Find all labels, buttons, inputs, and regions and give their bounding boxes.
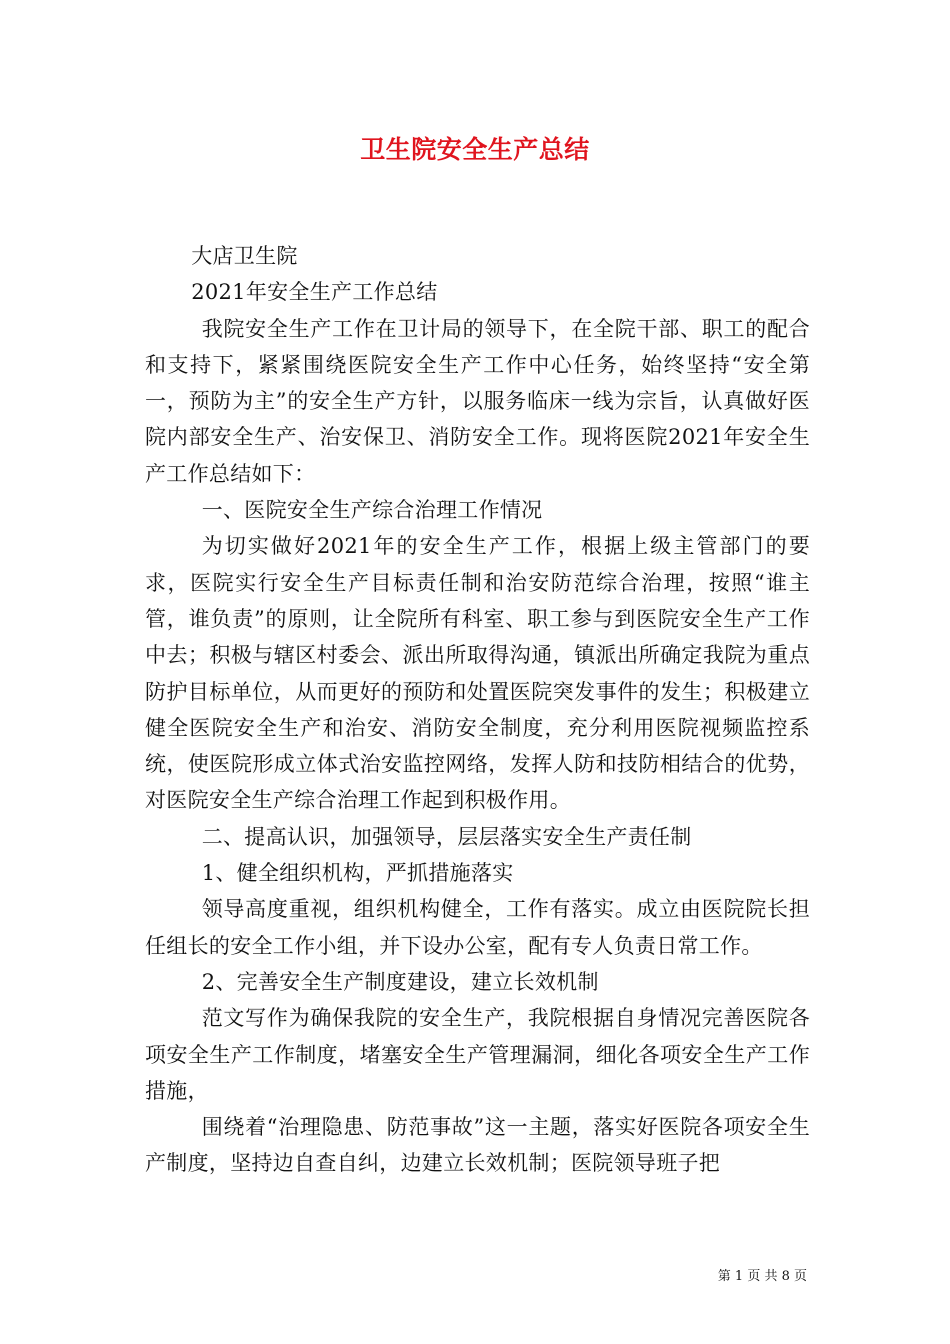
section-heading-2: 二、提高认识，加强领导，层层落实安全生产责任制 <box>201 824 692 849</box>
paragraph-subsection-2: 范文写作为确保我院的安全生产，我院根据自身情况完善医院各项安全生产工作制度，堵塞安全生产管理漏洞，细化各项安全生产工作措施， <box>145 1006 810 1103</box>
subsection-heading-1: 1、健全组织机构，严抓措施落实 <box>201 861 514 886</box>
paragraph-theme: 围绕着“治理隐患、防范事故”这一主题，落实好医院各项安全生产制度，坚持边自查自纠，边建立长效机制；医院领导班子把 <box>145 1115 810 1176</box>
document-title: 卫生院安全生产总结 <box>360 135 590 164</box>
paragraph-subsection-1: 领导高度重视，组织机构健全，工作有落实。成立由医院院长担任组长的安全工作小组，并下设办公室，配有专人负责日常工作。 <box>145 897 810 958</box>
section-heading-1: 一、医院安全生产综合治理工作情况 <box>201 498 543 523</box>
paragraph-intro: 我院安全生产工作在卫计局的领导下，在全院干部、职工的配合和支持下，紧紧围绕医院安全生产工作中心任务，始终坚持“安全第一，预防为主”的安全生产方针，以服务临床一线为宗旨，认真做好医院内部安全生产、治安保卫、消防安全工作。现将医院2021年安全生产工作总结如下： <box>145 316 810 486</box>
page-number-footer: 第 1 页 共 8 页 <box>717 1269 807 1284</box>
paragraph-section-1: 为切实做好2021年的安全生产工作，根据上级主管部门的要求，医院实行安全生产目标责任制和治安防范综合治理，按照“谁主管，谁负责”的原则，让全院所有科室、职工参与到医院安全生产工作中去；积极与辖区村委会、派出所取得沟通，镇派出所确定我院为重点防护目标单位，从而更好的预防和处置医院突发事件的发生；积极建立健全医院安全生产和治安、消防安全制度，充分利用医院视频监控系统，使医院形成立体式治安监控网络，发挥人防和技防相结合的优势，对医院安全生产综合治理工作起到积极作用。 <box>145 534 810 813</box>
subsection-heading-2: 2、完善安全生产制度建设，建立长效机制 <box>201 969 599 994</box>
paragraph-subtitle: 2021年安全生产工作总结 <box>191 280 438 305</box>
document-body <box>145 238 810 1182</box>
paragraph-org-name: 大店卫生院 <box>191 244 298 268</box>
